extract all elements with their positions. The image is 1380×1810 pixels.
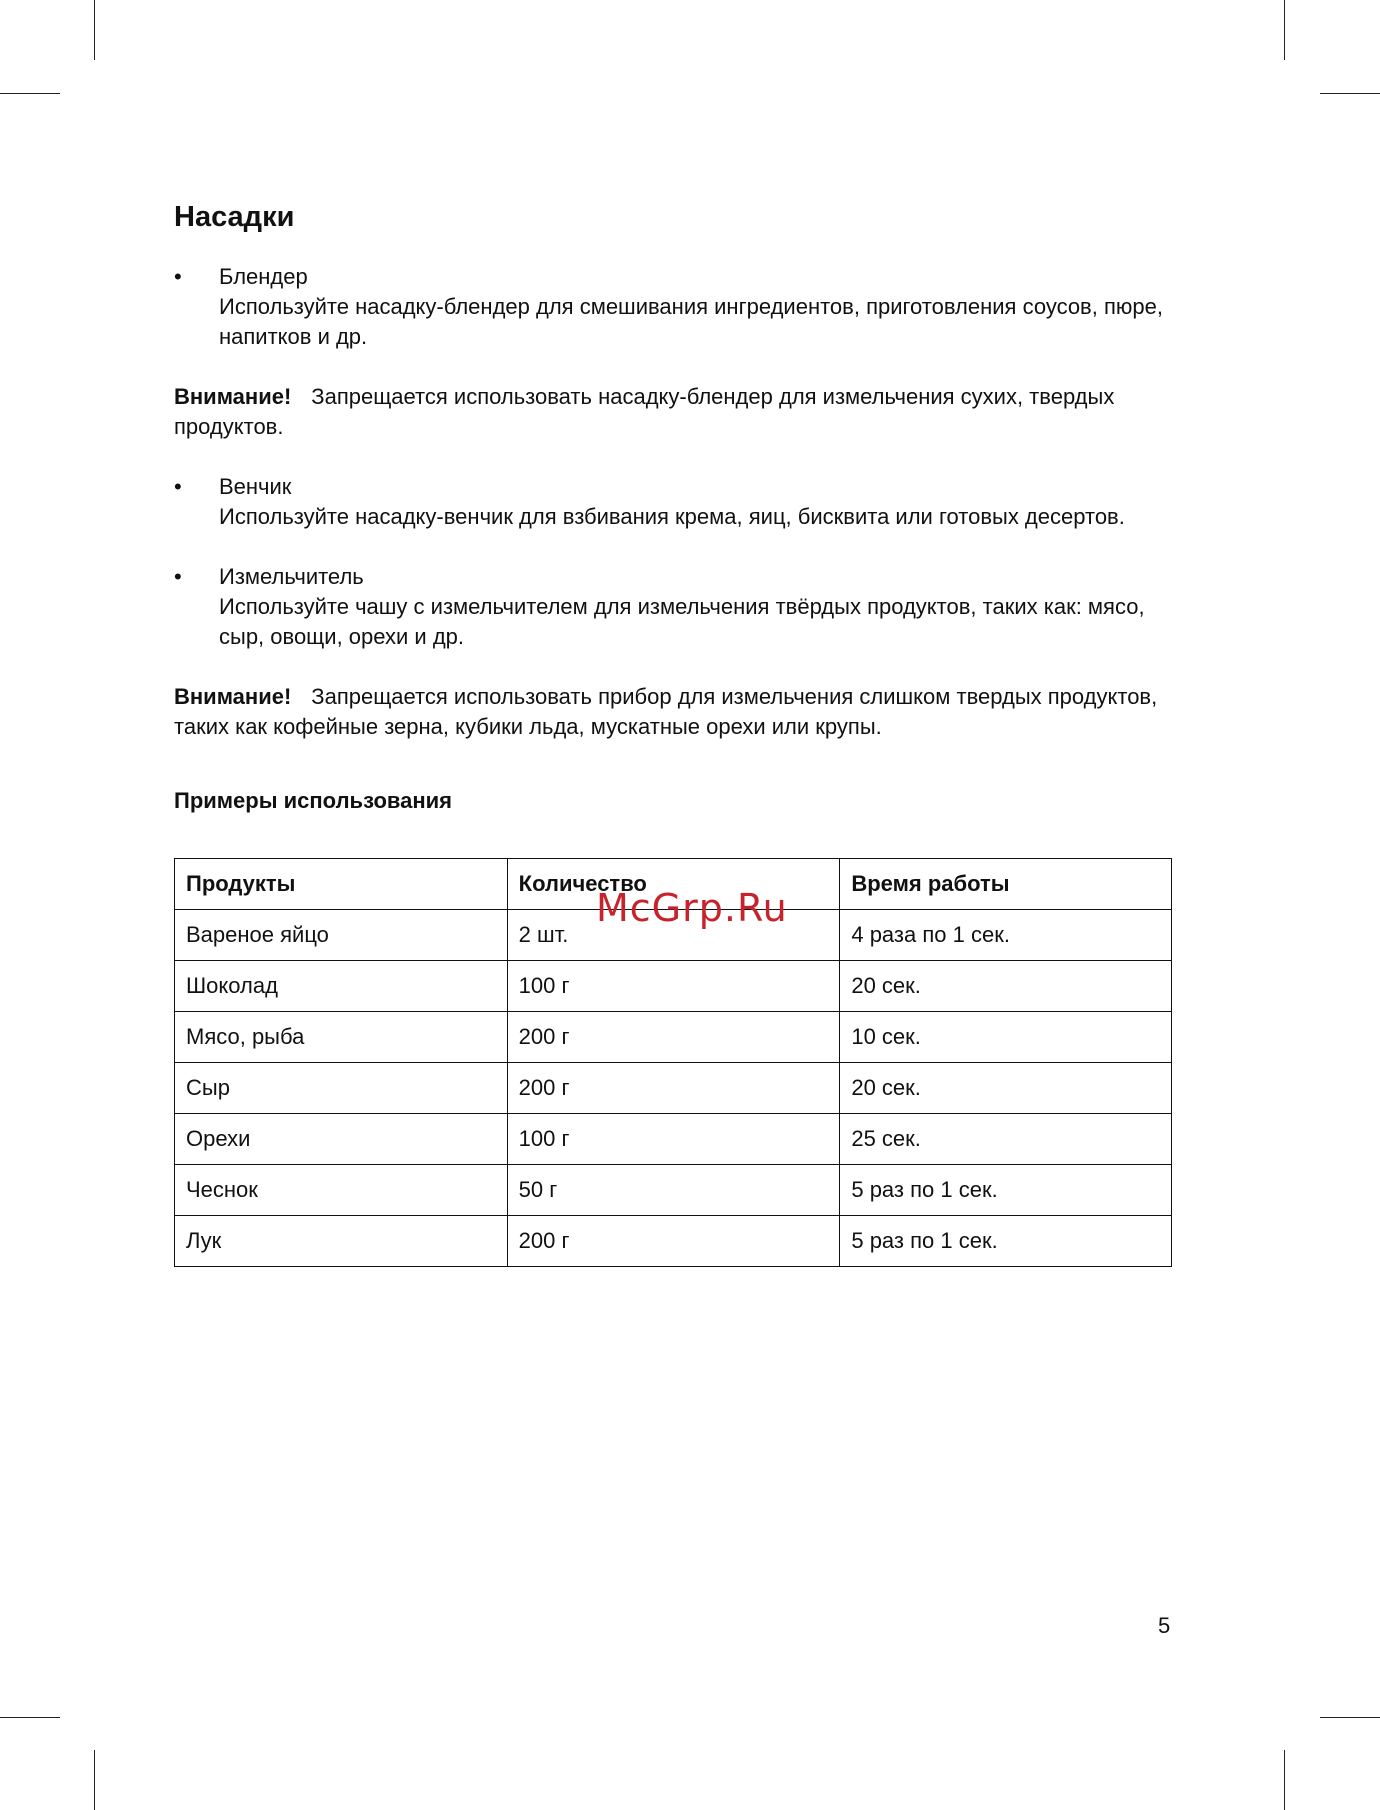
- table-cell: 100 г: [507, 1114, 840, 1165]
- warning-label: Внимание!: [174, 684, 292, 709]
- bullet-title: Измельчитель: [219, 564, 364, 589]
- bullet-text: Используйте чашу с измельчителем для измельчения твёрдых продуктов, таких как: мясо, сыр, овощи, орехи и др.: [219, 594, 1145, 649]
- bullet-dot: •: [174, 564, 182, 589]
- page-content: [174, 196, 1174, 816]
- bullet-chopper: [174, 562, 1174, 652]
- table-row: [175, 1012, 1172, 1063]
- table-cell: Сыр: [175, 1063, 508, 1114]
- warning-blender: [174, 382, 1174, 442]
- table-cell: Орехи: [175, 1114, 508, 1165]
- table-cell: 50 г: [507, 1165, 840, 1216]
- table-cell: 5 раз по 1 сек.: [840, 1216, 1172, 1267]
- bullet-text: Используйте насадку-венчик для взбивания крема, яиц, бисквита или готовых десертов.: [219, 504, 1125, 529]
- bullet-text: Используйте насадку-блендер для смешивания ингредиентов, приготовления соусов, пюре, напитков и др.: [219, 294, 1163, 349]
- table-cell: Вареное яйцо: [175, 910, 508, 961]
- warning-label: Внимание!: [174, 384, 292, 409]
- table-cell: 4 раза по 1 сек.: [840, 910, 1172, 961]
- bullet-dot: •: [174, 264, 182, 289]
- table-cell: 200 г: [507, 1216, 840, 1267]
- table-cell: 10 сек.: [840, 1012, 1172, 1063]
- table-row: [175, 1063, 1172, 1114]
- bullet-blender: [174, 262, 1174, 352]
- table-cell: Шоколад: [175, 961, 508, 1012]
- table-header-cell: Продукты: [175, 859, 508, 910]
- table-cell: 5 раз по 1 сек.: [840, 1165, 1172, 1216]
- crop-mark-top-left-v: [94, 0, 95, 60]
- crop-mark-top-left-h: [0, 93, 60, 94]
- table-cell: 200 г: [507, 1063, 840, 1114]
- table-header-cell: Количество: [507, 859, 840, 910]
- crop-mark-bottom-left-h: [0, 1717, 60, 1718]
- crop-mark-bottom-right-v: [1284, 1750, 1285, 1810]
- crop-mark-bottom-right-h: [1320, 1717, 1380, 1718]
- table-cell: 200 г: [507, 1012, 840, 1063]
- crop-mark-top-right-h: [1320, 93, 1380, 94]
- warning-text: Запрещается использовать насадку-блендер для измельчения сухих, твердых продуктов.: [174, 384, 1115, 439]
- crop-mark-bottom-left-v: [94, 1750, 95, 1810]
- page-title: Насадки: [174, 201, 295, 233]
- table-row: [175, 1114, 1172, 1165]
- warning-chopper: [174, 682, 1174, 742]
- warning-text: Запрещается использовать прибор для измельчения слишком твердых продуктов, таких как кофейные зерна, кубики льда, мускатные орехи или крупы.: [174, 684, 1158, 739]
- table-row: [175, 1165, 1172, 1216]
- examples-heading: Примеры использования: [174, 788, 453, 813]
- table-row: [175, 1216, 1172, 1267]
- table-cell: Мясо, рыба: [175, 1012, 508, 1063]
- table-cell: Чеснок: [175, 1165, 508, 1216]
- page-number: 5: [1158, 1613, 1171, 1638]
- table-cell: Лук: [175, 1216, 508, 1267]
- bullet-dot: •: [174, 474, 182, 499]
- table-header-cell: Время работы: [840, 859, 1172, 910]
- bullet-whisk: [174, 472, 1174, 532]
- bullet-title: Блендер: [219, 264, 308, 289]
- table-cell: 20 сек.: [840, 1063, 1172, 1114]
- table-cell: 100 г: [507, 961, 840, 1012]
- table-cell: 20 сек.: [840, 961, 1172, 1012]
- watermark: McGrp.Ru: [596, 886, 788, 930]
- crop-mark-top-right-v: [1284, 0, 1285, 60]
- bullet-title: Венчик: [219, 474, 292, 499]
- table-cell: 25 сек.: [840, 1114, 1172, 1165]
- table-cell: 2 шт.: [507, 910, 840, 961]
- table-row: [175, 961, 1172, 1012]
